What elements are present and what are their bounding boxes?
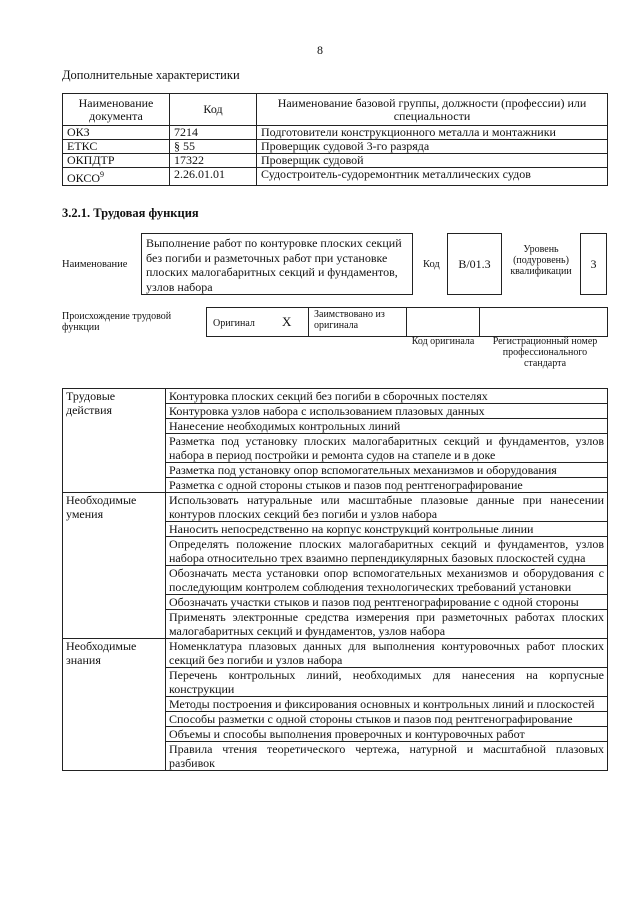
origin-divider [479,307,480,337]
function-name-box: Выполнение работ по контуровке плоских секций без погиби и разметочных работ при установке плоских малогабаритных секций и фундаментов, узлов набора [141,233,413,295]
origin-divider [406,307,407,337]
name-label: Наименование [62,259,128,270]
labor-function-title: 3.2.1. Трудовая функция [62,206,199,220]
doc-cell: ОКЗ [63,126,170,140]
item-cell: Наносить непосредственно на корпус конструкций контрольные линии [166,522,608,537]
code-cell: 7214 [170,126,257,140]
code-cell: § 55 [170,140,257,154]
item-cell: Перечень контрольных линий, необходимых для нанесения на корпусные конструкции [166,668,608,697]
item-cell: Определять положение плоских малогабаритных секций и фундаментов, узлов набора относительно трех взаимно перпендикулярных базовых плоскостей судна [166,537,608,566]
item-cell: Методы построения и фиксирования основных и контрольных линий и плоскостей [166,697,608,712]
header-document: Наименование документа [63,94,170,126]
header-code: Код [170,94,257,126]
doc-cell: ОКПДТР [63,154,170,168]
doc-cell: ЕТКС [63,140,170,154]
table-row [63,389,608,404]
table-row [63,140,608,154]
code-label: Код [423,259,440,270]
item-cell: Применять электронные средства измерения при разметочных работах плоских малогабаритных секций и фундаментов, узлов набора [166,610,608,639]
function-code-box: B/01.3 [447,233,502,295]
category-cell: Необходимые умения [63,493,166,639]
table-row [63,639,608,668]
additional-characteristics-title: Дополнительные характеристики [62,68,240,82]
item-cell: Разметка под установку опор вспомогательных механизмов и оборудования [166,463,608,478]
name-cell: Судостроитель-судоремонтник металлических судов [257,168,608,186]
item-cell: Контуровка плоских секций без погиби в сборочных постелях [166,389,608,404]
footnote-mark: 9 [100,170,105,179]
name-cell: Проверщик судовой 3-го разряда [257,140,608,154]
table-row [63,493,608,522]
category-cell: Необходимые знания [63,639,166,771]
origin-label: Происхождение трудовой функции [62,311,172,333]
additional-characteristics-table [62,93,608,186]
code-cell: 17322 [170,154,257,168]
origin-row-box [206,307,608,337]
level-label: Уровень (подуровень) квалификации [510,244,572,277]
item-cell: Номенклатура плазовых данных для выполнения контуровочных работ плоских секций без погиби и узлов набора [166,639,608,668]
page-number: 8 [317,43,323,57]
item-cell: Разметка под установку плоских малогабаритных секций и фундаментов, узлов набора в период постройки и ремонта судов на стапеле и в доке [166,434,608,463]
borrowed-label: Заимствовано из оригинала [314,309,385,331]
code-cell: 2.26.01.01 [170,168,257,186]
table-row [63,126,608,140]
table-row [63,168,608,186]
item-cell: Обозначать места установки опор вспомогательных механизмов и оборудования с последующим контролем соблюдения технологических требований установки [166,566,608,595]
item-cell: Правила чтения теоретического чертежа, натурной и масштабной плазовых разбивок [166,742,608,771]
item-cell: Нанесение необходимых контрольных линий [166,419,608,434]
item-cell: Использовать натуральные или масштабные плазовые данные при нанесении контуров плоских секций без погиби и узлов набора [166,493,608,522]
doc-cell [63,168,170,186]
doc-text: ОКСО [67,171,101,185]
name-cell: Проверщик судовой [257,154,608,168]
header-group-name: Наименование базовой группы, должности (профессии) или специальности [257,94,608,126]
original-mark: X [282,314,292,329]
item-cell: Контуровка узлов набора с использованием плазовых данных [166,404,608,419]
category-cell: Трудовые действия [63,389,166,493]
item-cell: Обозначать участки стыков и пазов под рентгенографирование с одной стороны [166,595,608,610]
item-cell: Способы разметки с одной стороны стыков и пазов под рентгенографирование [166,712,608,727]
code-original-label: Код оригинала [411,336,475,347]
function-details-table [62,388,608,771]
item-cell: Разметка с одной стороны стыков и пазов под рентгенографирование [166,478,608,493]
level-value-box: 3 [580,233,607,295]
origin-divider [308,307,309,337]
original-label: Оригинал [213,318,255,329]
table-row [63,154,608,168]
name-cell: Подготовители конструкционного металла и монтажники [257,126,608,140]
item-cell: Объемы и способы выполнения проверочных и контуровочных работ [166,727,608,742]
reg-number-label: Регистрационный номер профессионального стандарта [492,336,598,369]
